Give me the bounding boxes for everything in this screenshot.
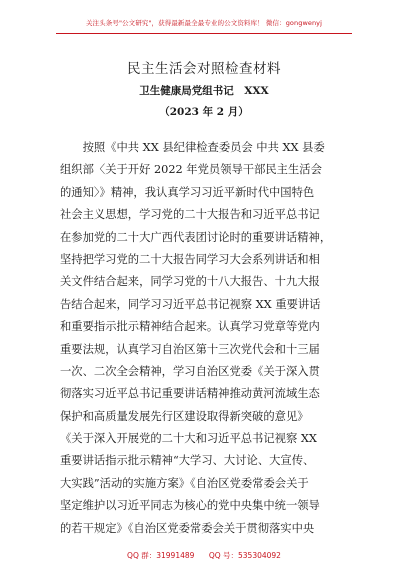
body-line: 社会主义思想，学习党的二十大报告和习近平总书记 — [60, 208, 320, 222]
body-line: 关文件结合起来，同学习党的十八大报告、十九大报 — [60, 275, 320, 289]
body-line: 重要法规，认真学习自治区第十三次党代会和十三届 — [60, 342, 320, 356]
body-line: 的通知〉》精神，我认真学习习近平新时代中国特色 — [60, 185, 315, 199]
body-line: 按照《中共 XX 县纪律检查委员会 中共 XX 县委 — [60, 141, 325, 154]
body-line: 和重要指示批示精神结合起来。认真学习党章等党内 — [60, 320, 320, 334]
body-line: 重要讲话指示批示精神“大学习、大讨论、大宣传、 — [60, 454, 315, 468]
body-line: 保护和高质量发展先行区建设取得新突破的意见》 — [60, 409, 309, 423]
footer-qq-group: QQ 群：31991489 — [127, 551, 195, 560]
body-line: 坚定维护以习近平同志为核心的党中央集中统一领导 — [60, 499, 320, 513]
footer-qq-number: QQ 号：535304092 — [208, 551, 281, 560]
header-divider — [56, 33, 352, 34]
body-line: 的若干规定》《自治区党委常委会关于贯彻落实中央 — [60, 521, 315, 535]
body-line: 一次、二次全会精神，学习自治区党委《关于深入贯 — [60, 364, 320, 378]
body-line: 彻落实习近平总书记重要讲话精神推动黄河流域生态 — [60, 387, 320, 401]
body-line: 告结合起来，同学习习近平总书记视察 XX 重要讲话 — [60, 297, 321, 311]
body-line: 在参加党的二十大广西代表团讨论时的重要讲话精神， — [60, 230, 332, 244]
body-line: 组织部〈关于开好 2022 年党员领导干部民主生活会 — [60, 163, 322, 177]
document-subtitle: 卫生健康局党组书记 XXX — [139, 85, 269, 97]
header-banner: 关注头条号"公文研究"，获得最新最全最专业的公文资料库！ 微信：gongwenyj — [85, 19, 323, 27]
document-body — [60, 137, 358, 540]
footer — [0, 550, 408, 561]
body-line: 大实践”活动的实施方案》《自治区党委常委会关于 — [60, 476, 309, 490]
body-line: 《关于深入开展党的二十大和习近平总书记视察 XX — [60, 432, 317, 446]
document-date: （2023 年 2 月） — [159, 106, 249, 118]
body-line: 坚持把学习党的二十大报告同学习大会系列讲话和相 — [60, 252, 320, 266]
document-title: 民主生活会对照检查材料 — [127, 61, 281, 77]
